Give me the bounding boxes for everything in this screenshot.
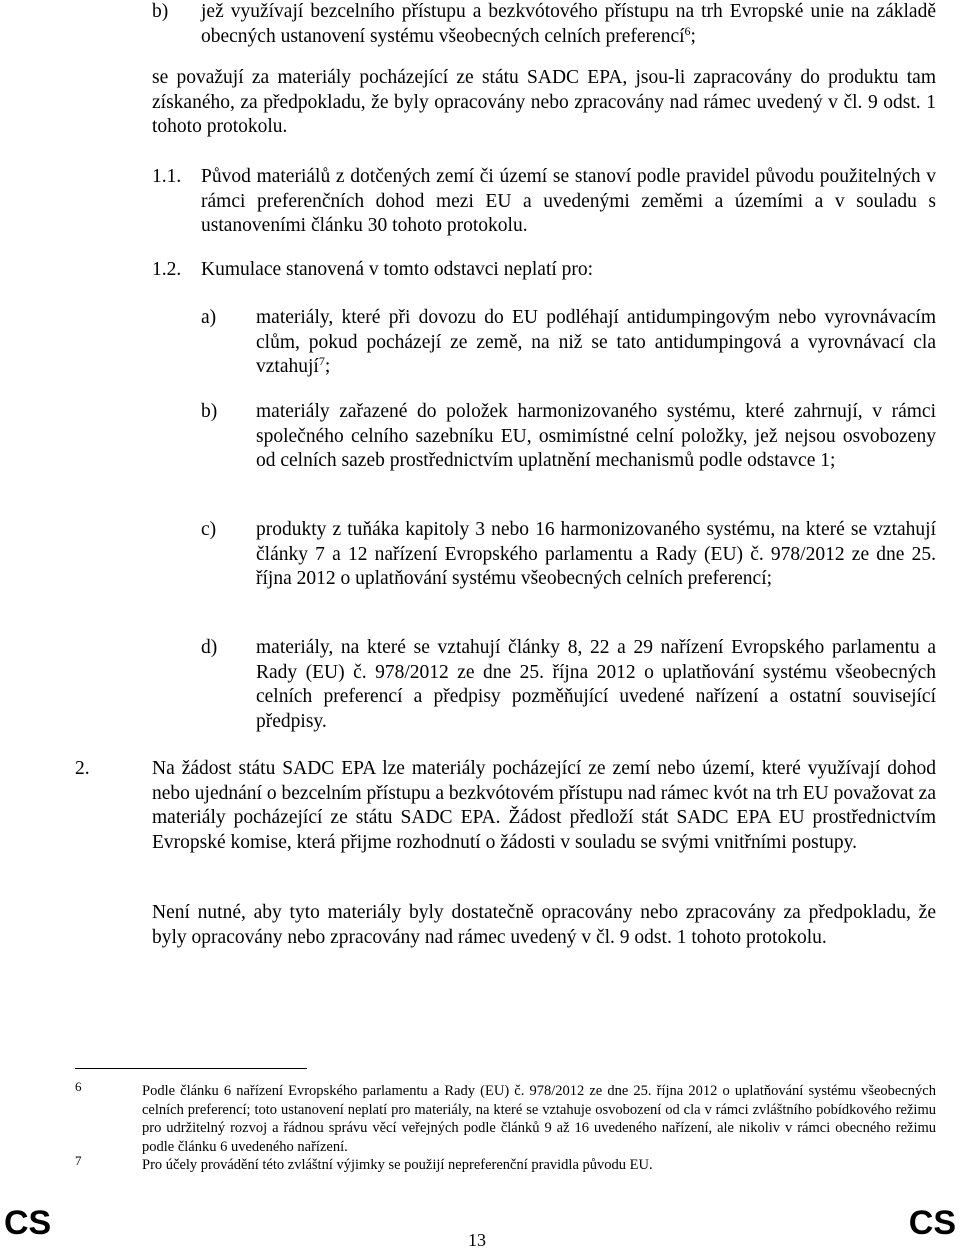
list-label: a) xyxy=(201,307,217,328)
footnote-separator xyxy=(75,1068,307,1069)
list-label: b) xyxy=(152,1,169,22)
section-text: Na žádost státu SADC EPA lze materiály pocházející ze zemí nebo území, které využívají dohod nebo ujednání o bezcelním přístupu a bezkvótovém přístupu nad rámec kvót na trh EU považovat za materiály pocházející ze státu SADC EPA. Žádost předloží stát SADC EPA EU prostřednictvím Evropské komise, která přijme rozhodnutí o žádosti v souladu se svými vnitřními postupy. xyxy=(152,758,936,853)
footnote-number: 7 xyxy=(75,1153,82,1168)
section-text: Původ materiálů z dotčených zemí či území se stanoví podle pravidel původu použitelných v rámci preferenčních dohod mezi EU a uvedenými zeměmi a územími a v souladu s ustanoveními článku 30 tohoto protokolu. xyxy=(201,166,936,236)
list-item-text-end: ; xyxy=(324,356,331,377)
list-item-text: materiály zařazené do položek harmonizovaného systému, které zahrnují, v rámci společného celního sazebníku EU, osmimístné celní položky, jež nejsou osvobozeny od celních sazeb prostřednictvím uplatnění mechanismů podle odstavce 1; xyxy=(256,401,936,471)
list-item-text: produkty z tuňáka kapitoly 3 nebo 16 harmonizovaného systému, na které se vztahují články 7 a 12 nařízení Evropského parlamentu a Rady (EU) č. 978/2012 ze dne 25. října 2012 o uplatňování systému všeobecných celních preferencí; xyxy=(256,519,936,589)
list-item-text xyxy=(201,0,936,49)
section-number: 1.2. xyxy=(152,259,182,280)
list-item-text-main: jež využívají bezcelního přístupu a bezkvótového přístupu na trh Evropské unie na základě obecných ustanovení systému všeobecných celních preferencí xyxy=(201,1,936,47)
footnote-number: 6 xyxy=(75,1079,82,1094)
list-item-text: materiály, na které se vztahují články 8, 22 a 29 nařízení Evropského parlamentu a Rady (EU) č. 978/2012 ze dne 25. října 2012 o uplatňování systému všeobecných celních preferencí a předpisy pozměňující uvedené nařízení a ostatní související předpisy. xyxy=(256,637,936,732)
list-item-text-end: ; xyxy=(690,25,696,47)
language-code-left: CS xyxy=(4,1204,52,1242)
section-number: 1.1. xyxy=(152,166,182,187)
footnote-reference: 6 xyxy=(684,23,691,38)
section-text: Kumulace stanovená v tomto odstavci neplatí pro: xyxy=(201,259,594,280)
footnote-reference: 7 xyxy=(318,354,325,368)
list-label: c) xyxy=(201,519,217,540)
paragraph-sadc: se považují za materiály pocházející ze státu SADC EPA, jsou-li zapracovány do produktu tam získaného, za předpokladu, že byly opracovány nebo zpracovány nad rámec uvedený v čl. 9 odst. 1 tohoto protokolu. xyxy=(152,67,936,137)
section-number: 2. xyxy=(75,758,90,779)
list-label: d) xyxy=(201,637,218,658)
page-number: 13 xyxy=(468,1230,486,1250)
list-item-text-main: materiály, které při dovozu do EU podléhají antidumpingovým nebo vyrovnávacím clům, pokud pocházejí ze země, na niž se tato antidumpingová a vyrovnávací cla vztahují xyxy=(256,307,936,377)
list-label: b) xyxy=(201,401,218,422)
language-code-right: CS xyxy=(908,1204,956,1242)
footnote-text: Pro účely provádění této zvláštní výjimky se použijí nepreferenční pravidla původu EU. xyxy=(142,1157,653,1173)
list-item-text xyxy=(256,306,936,380)
footnote-text: Podle článku 6 nařízení Evropského parlamentu a Rady (EU) č. 978/2012 ze dne 25. října 2012 o uplatňování systému všeobecných celních preferencí; toto ustanovení neplatí pro materiály, na které se vztahuje osvobození od cla v rámci zvláštního pobídkového režimu pro udržitelný rozvoj a řádnou správu věcí veřejných podle článků 9 až 16 uvedeného nařízení, ale nikoliv v rámci obecného režimu podle článku 6 uvedeného nařízení. xyxy=(142,1083,936,1155)
section-text-2: Není nutné, aby tyto materiály byly dostatečně opracovány nebo zpracovány za předpokladu, že byly opracovány nebo zpracovány nad rámec uvedený v čl. 9 odst. 1 tohoto protokolu. xyxy=(152,902,936,948)
